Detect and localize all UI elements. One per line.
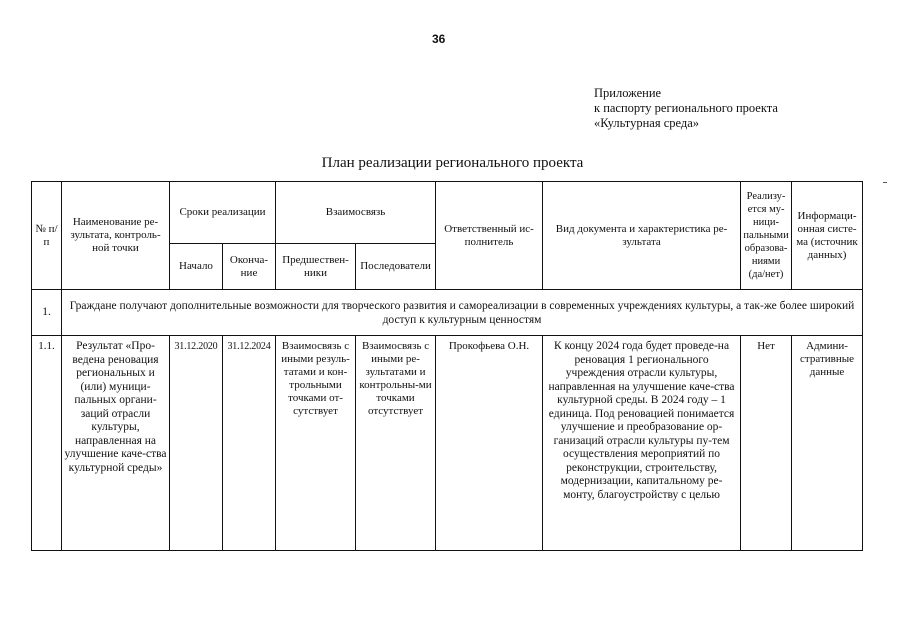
appendix-line-3: «Культурная среда» (594, 116, 700, 130)
row-successors: Взаимосвязь с иными ре-зультатами и контрольны-ми точками отсутствует (356, 336, 436, 551)
header-predecessors: Предшествен-ники (276, 244, 356, 290)
header-start: Начало (170, 244, 223, 290)
row-responsible: Прокофьева О.Н. (436, 336, 543, 551)
header-relation: Взаимосвязь (276, 182, 436, 244)
row-end-date: 31.12.2024 (223, 336, 276, 551)
section-text: Граждане получают дополнительные возможности для творческого развития и самореализации в современных учреждениях культуры, а так-же более широкий доступ к культурным ценностям (62, 290, 863, 336)
page-number: 36 (432, 32, 446, 46)
header-name: Наименование ре-зультата, контроль-ной точки (62, 182, 170, 290)
section-row (32, 290, 863, 336)
row-info-system: Админи-стративные данные (792, 336, 863, 551)
row-municipal: Нет (741, 336, 792, 551)
appendix-line-1: Приложение (594, 86, 662, 100)
header-num: № п/п (32, 182, 62, 290)
header-doc-type: Вид документа и характеристика ре-зультата (543, 182, 741, 290)
plan-table (31, 181, 863, 551)
plan-title: План реализации регионального проекта (321, 155, 584, 171)
header-responsible: Ответственный ис-полнитель (436, 182, 543, 290)
row-name: Результат «Про-ведена реновация региональных и (или) муници-пальных органи-заций отрасли культуры, направленная на улучшение каче-ства культурной среды» (62, 336, 170, 551)
header-municipal: Реализу-ется му-ници-пальными образова-ниями (да/нет) (741, 182, 792, 290)
table-row (32, 336, 863, 551)
section-num: 1. (32, 290, 62, 336)
row-num: 1.1. (32, 336, 62, 551)
header-info-system: Информаци-онная систе-ма (источник данных) (792, 182, 863, 290)
header-row-1 (32, 182, 863, 244)
scan-mark (883, 182, 887, 183)
header-successors: Последователи (356, 244, 436, 290)
header-terms: Сроки реализации (170, 182, 276, 244)
row-doc-type: К концу 2024 года будет проведе-на реновация 1 регионального учреждения отрасли культуры, направленная на улучшение каче-ства культурной среды. В 2024 году – 1 единица. Под реновацией понимается улучшение и преобразование ор-ганизаций отрасли культуры пу-тем осуществления мероприятий по реконструкции, строительству, модернизации, капитальному ре-монту, благоустройству с целью (543, 336, 741, 551)
appendix-note (594, 86, 778, 131)
appendix-line-2: к паспорту регионального проекта (594, 101, 778, 115)
header-end: Оконча-ние (223, 244, 276, 290)
row-start-date: 31.12.2020 (170, 336, 223, 551)
row-predecessors: Взаимосвязь с иными резуль-татами и кон-трольными точками от-сутствует (276, 336, 356, 551)
